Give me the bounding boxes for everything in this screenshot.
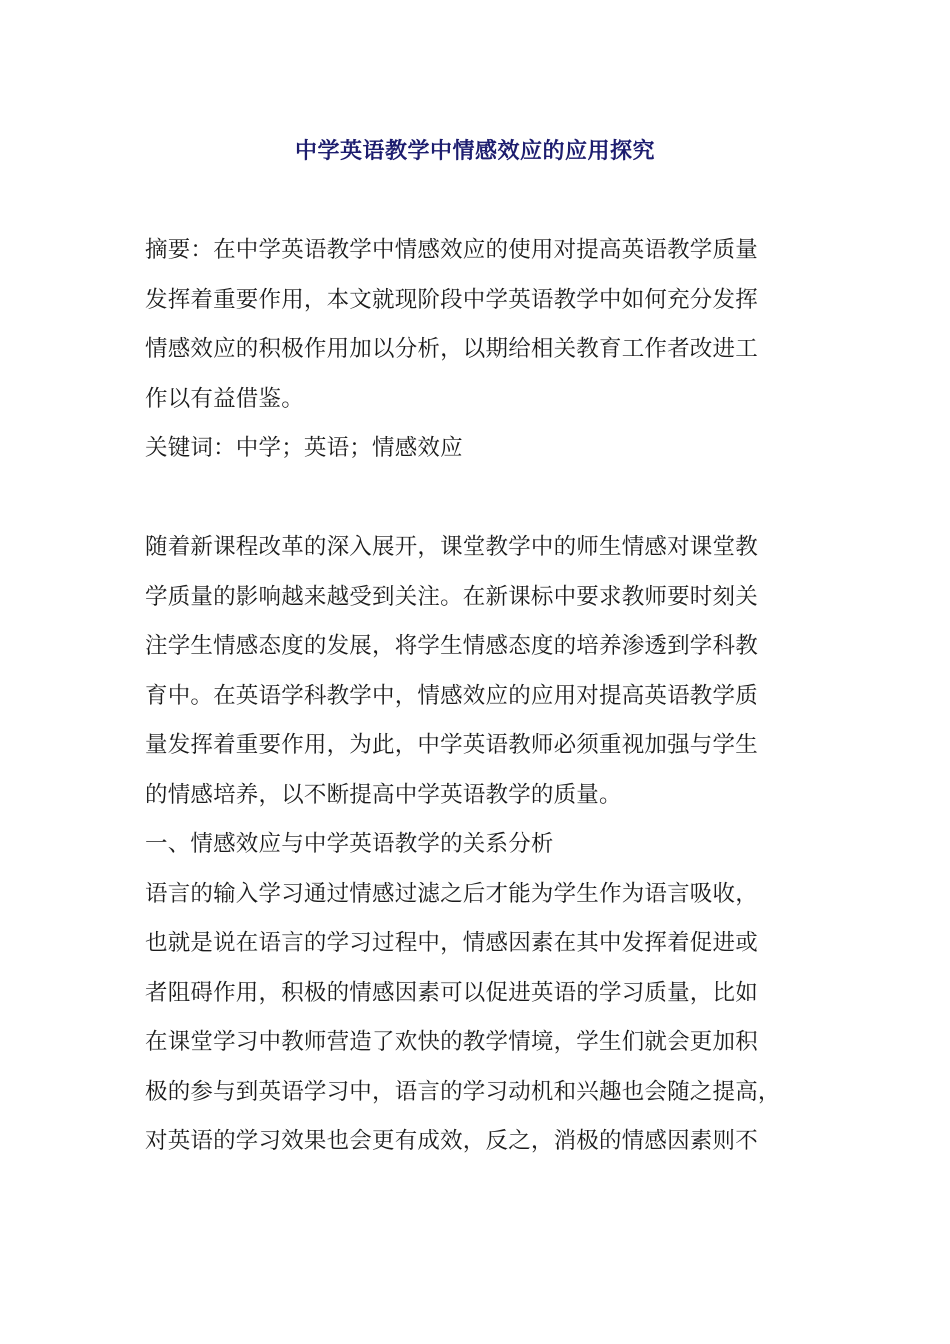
intro-line: 学质量的影响越来越受到关注。在新课标中要求教师要时刻关 — [145, 583, 758, 610]
section1-line: 者阻碍作用，积极的情感因素可以促进英语的学习质量，比如 — [145, 979, 758, 1006]
section1-line: 语言的输入学习通过情感过滤之后才能为学生作为语言吸收， — [145, 880, 758, 907]
keywords-line: 关键词：中学；英语；情感效应 — [145, 435, 463, 461]
document-title: 中学英语教学中情感效应的应用探究 — [294, 139, 655, 164]
section1-line: 在课堂学习中教师营造了欢快的教学情境，学生们就会更加积 — [145, 1029, 758, 1055]
paragraph-gap — [145, 481, 810, 531]
intro-paragraph — [145, 530, 810, 827]
section1-line: 对英语的学习效果也会更有成效，反之，消极的情感因素则不 — [145, 1128, 758, 1154]
section1-paragraph — [145, 877, 810, 1174]
section1-line: 也就是说在语言的学习过程中，情感因素在其中发挥着促进或 — [145, 930, 758, 956]
abstract-line: 情感效应的积极作用加以分析，以期给相关教育工作者改进工 — [145, 336, 758, 362]
intro-line: 的情感培养，以不断提高中学英语教学的质量。 — [145, 781, 622, 808]
section1-line: 极的参与到英语学习中，语言的学习动机和兴趣也会随之提高， — [145, 1078, 781, 1105]
abstract-line: 发挥着重要作用，本文就现阶段中学英语教学中如何充分发挥 — [145, 286, 758, 313]
intro-line: 随着新课程改革的深入展开，课堂教学中的师生情感对课堂教 — [145, 534, 758, 560]
intro-line: 量发挥着重要作用，为此，中学英语教师必须重视加强与学生 — [145, 732, 758, 758]
abstract-line: 作以有益借鉴。 — [145, 385, 304, 412]
intro-line: 育中。在英语学科教学中，情感效应的应用对提高英语教学质 — [145, 682, 758, 709]
document-body — [145, 233, 810, 1174]
abstract-paragraph — [145, 233, 810, 431]
abstract-line: 摘要：在中学英语教学中情感效应的使用对提高英语教学质量 — [145, 237, 758, 263]
intro-line: 注学生情感态度的发展，将学生情感态度的培养渗透到学科教 — [145, 633, 758, 659]
section-heading: 一、情感效应与中学英语教学的关系分析 — [145, 831, 554, 857]
